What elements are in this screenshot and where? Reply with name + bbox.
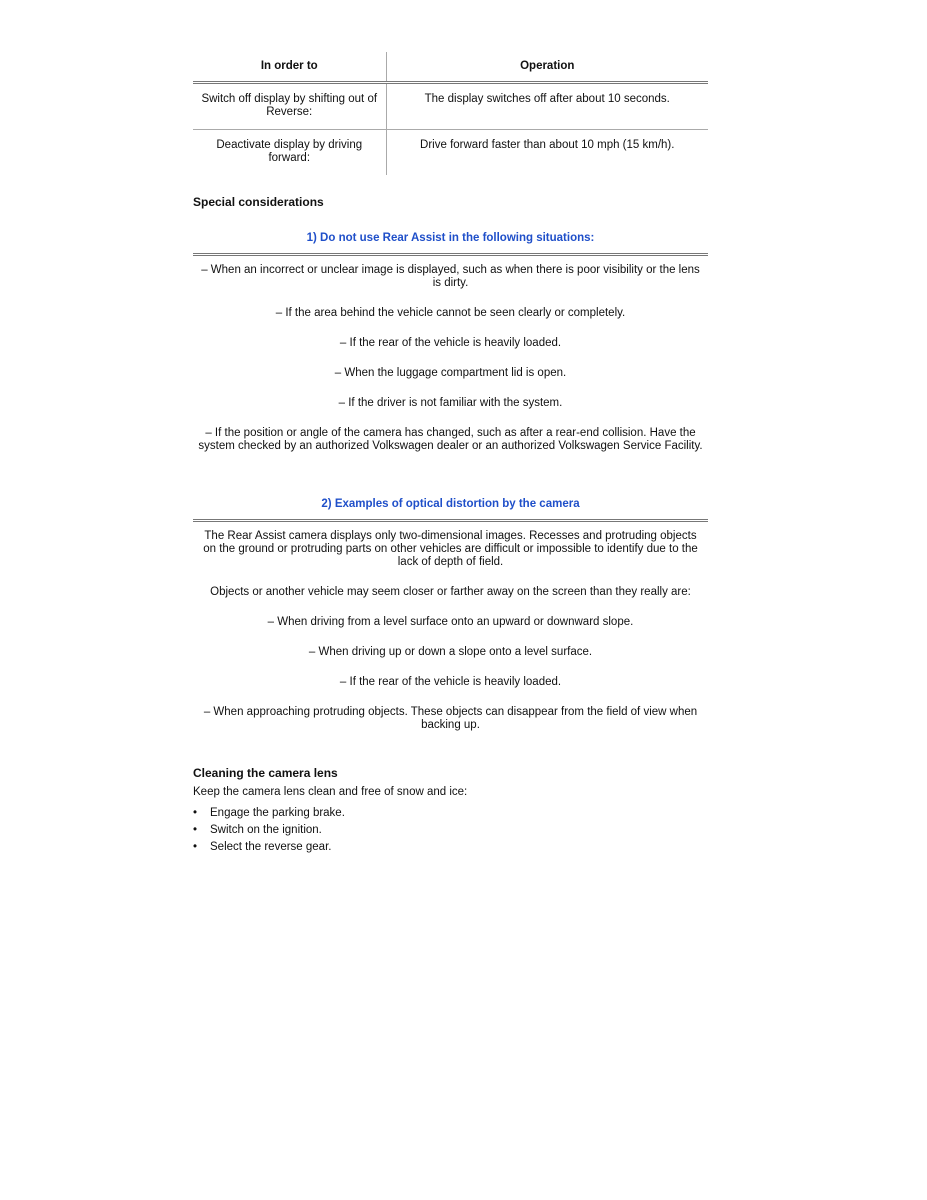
notice-title: 1) Do not use Rear Assist in the following situations:	[193, 231, 708, 256]
notice-title: 2) Examples of optical distortion by the camera	[193, 497, 708, 522]
bullet-icon: •	[193, 807, 198, 819]
step-text: Switch on the ignition.	[210, 824, 322, 836]
operation-table	[193, 52, 708, 175]
notice-item: – If the rear of the vehicle is heavily loaded.	[339, 337, 562, 349]
notice-body	[193, 530, 708, 732]
notice-item: – When driving from a level surface onto an upward or downward slope.	[267, 616, 634, 628]
step-text: Engage the parking brake.	[210, 807, 345, 819]
column-header-in-order-to: In order to	[193, 52, 386, 83]
notice-item: – If the rear of the vehicle is heavily loaded.	[339, 676, 562, 688]
table-cell: Drive forward faster than about 10 mph (15 km/h).	[420, 139, 675, 151]
list-item	[193, 841, 708, 854]
bullet-icon: •	[193, 841, 198, 853]
notice-do-not-use	[193, 231, 708, 453]
notice-item: The Rear Assist camera displays only two-dimensional images. Recesses and protruding objects on the ground or protruding parts on other vehicles are difficult or impossible to identify due to the lack of depth of field.	[203, 530, 698, 568]
document-page	[193, 52, 708, 858]
table-header-row	[193, 52, 708, 83]
bullet-icon: •	[193, 824, 198, 836]
notice-item: – When an incorrect or unclear image is displayed, such as when there is poor visibility or the lens is dirty.	[201, 264, 700, 289]
notice-item: – If the area behind the vehicle cannot be seen clearly or completely.	[275, 307, 626, 319]
notice-item: – If the position or angle of the camera has changed, such as after a rear-end collision. Have the system checked by an authorized Volkswagen dealer or an authorized Volkswagen Service Facility.	[198, 427, 703, 452]
cleaning-steps-list	[193, 807, 708, 854]
notice-item: – When driving up or down a slope onto a level surface.	[308, 646, 593, 658]
notice-item: – When the luggage compartment lid is open.	[334, 367, 567, 379]
notice-item: Objects or another vehicle may seem closer or farther away on the screen than they really are:	[210, 586, 691, 598]
list-item	[193, 807, 708, 820]
column-header-operation: Operation	[386, 52, 708, 83]
cleaning-intro: Keep the camera lens clean and free of snow and ice:	[193, 786, 468, 798]
table-cell: The display switches off after about 10 seconds.	[386, 83, 708, 130]
notice-body	[193, 264, 708, 453]
step-text: Select the reverse gear.	[210, 841, 332, 853]
table-cell: Switch off display by shifting out of Reverse:	[193, 83, 386, 130]
cleaning-heading: Cleaning the camera lens	[193, 766, 338, 780]
special-considerations-heading: Special considerations	[193, 195, 324, 209]
notice-item: – If the driver is not familiar with the system.	[338, 397, 563, 409]
table-row	[193, 130, 708, 176]
table-cell: Deactivate display by driving forward:	[193, 130, 386, 176]
notice-item: – When approaching protruding objects. These objects can disappear from the field of view when backing up.	[203, 706, 698, 731]
list-item	[193, 824, 708, 837]
notice-optical-distortion	[193, 497, 708, 732]
table-row	[193, 83, 708, 130]
